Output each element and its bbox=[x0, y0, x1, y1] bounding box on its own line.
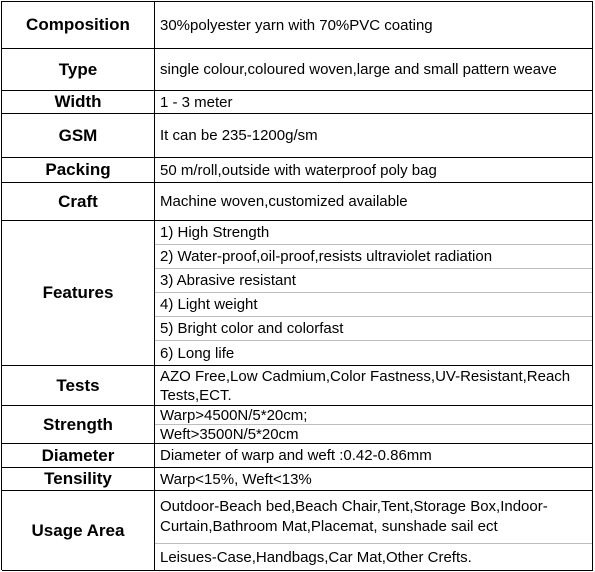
row-value bbox=[155, 406, 593, 443]
table-row-composition bbox=[2, 2, 593, 49]
table-row-width bbox=[2, 91, 593, 114]
row-label: Craft bbox=[2, 183, 155, 220]
spec-table bbox=[1, 1, 593, 570]
table-row-diameter bbox=[2, 444, 593, 468]
usage-text: Outdoor-Beach bed,Beach Chair,Tent,Storage Box,Indoor-Curtain,Bathroom Mat,Placemat, sunshade sail ect bbox=[160, 498, 548, 535]
table-row-features bbox=[2, 221, 593, 366]
row-value: 30%polyester yarn with 70%PVC coating bbox=[155, 2, 593, 48]
row-label: Usage Area bbox=[2, 491, 155, 570]
table-row-usage-area bbox=[2, 491, 593, 571]
row-label: GSM bbox=[2, 114, 155, 157]
row-label: Strength bbox=[2, 406, 155, 443]
row-label: Type bbox=[2, 49, 155, 90]
list-item: Weft>3500N/5*20cm bbox=[160, 425, 299, 443]
list-item: 6) Long life bbox=[160, 344, 235, 362]
row-label: Tensility bbox=[2, 468, 155, 490]
list-item: Leisues-Case,Handbags,Car Mat,Other Crefts. bbox=[160, 548, 472, 566]
row-label: Diameter bbox=[2, 444, 155, 467]
row-value: Diameter of warp and weft :0.42-0.86mm bbox=[155, 444, 593, 467]
row-label: Composition bbox=[2, 2, 155, 48]
table-row-tests bbox=[2, 366, 593, 406]
row-label: Tests bbox=[2, 366, 155, 405]
list-item: 2) Water-proof,oil-proof,resists ultraviolet radiation bbox=[155, 245, 592, 269]
table-row-craft bbox=[2, 183, 593, 221]
row-label: Packing bbox=[2, 158, 155, 182]
row-value bbox=[155, 221, 593, 365]
list-item bbox=[155, 491, 592, 544]
row-value: 50 m/roll,outside with waterproof poly bag bbox=[155, 158, 593, 182]
table-row-tensility bbox=[2, 468, 593, 491]
row-value: single colour,coloured woven,large and small pattern weave bbox=[155, 49, 593, 90]
table-row-gsm bbox=[2, 114, 593, 158]
list-item: 3) Abrasive resistant bbox=[155, 269, 592, 293]
row-label: Features bbox=[2, 221, 155, 365]
row-value: 1 - 3 meter bbox=[155, 91, 593, 113]
table-row-strength bbox=[2, 406, 593, 444]
list-item: 5) Bright color and colorfast bbox=[155, 317, 592, 341]
row-value-text: AZO Free,Low Cadmium,Color Fastness,UV-Resistant,Reach Tests,ECT. bbox=[160, 368, 571, 404]
row-value: Warp<15%, Weft<13% bbox=[155, 468, 593, 490]
row-value bbox=[155, 366, 593, 405]
row-value: It can be 235-1200g/sm bbox=[155, 114, 593, 157]
list-item: Warp>4500N/5*20cm; bbox=[155, 406, 592, 425]
row-label: Width bbox=[2, 91, 155, 113]
list-item: 1) High Strength bbox=[155, 221, 592, 245]
list-item: 4) Light weight bbox=[155, 293, 592, 317]
table-row-packing bbox=[2, 158, 593, 183]
row-value bbox=[155, 491, 593, 570]
row-value: Machine woven,customized available bbox=[155, 183, 593, 220]
table-row-type bbox=[2, 49, 593, 91]
